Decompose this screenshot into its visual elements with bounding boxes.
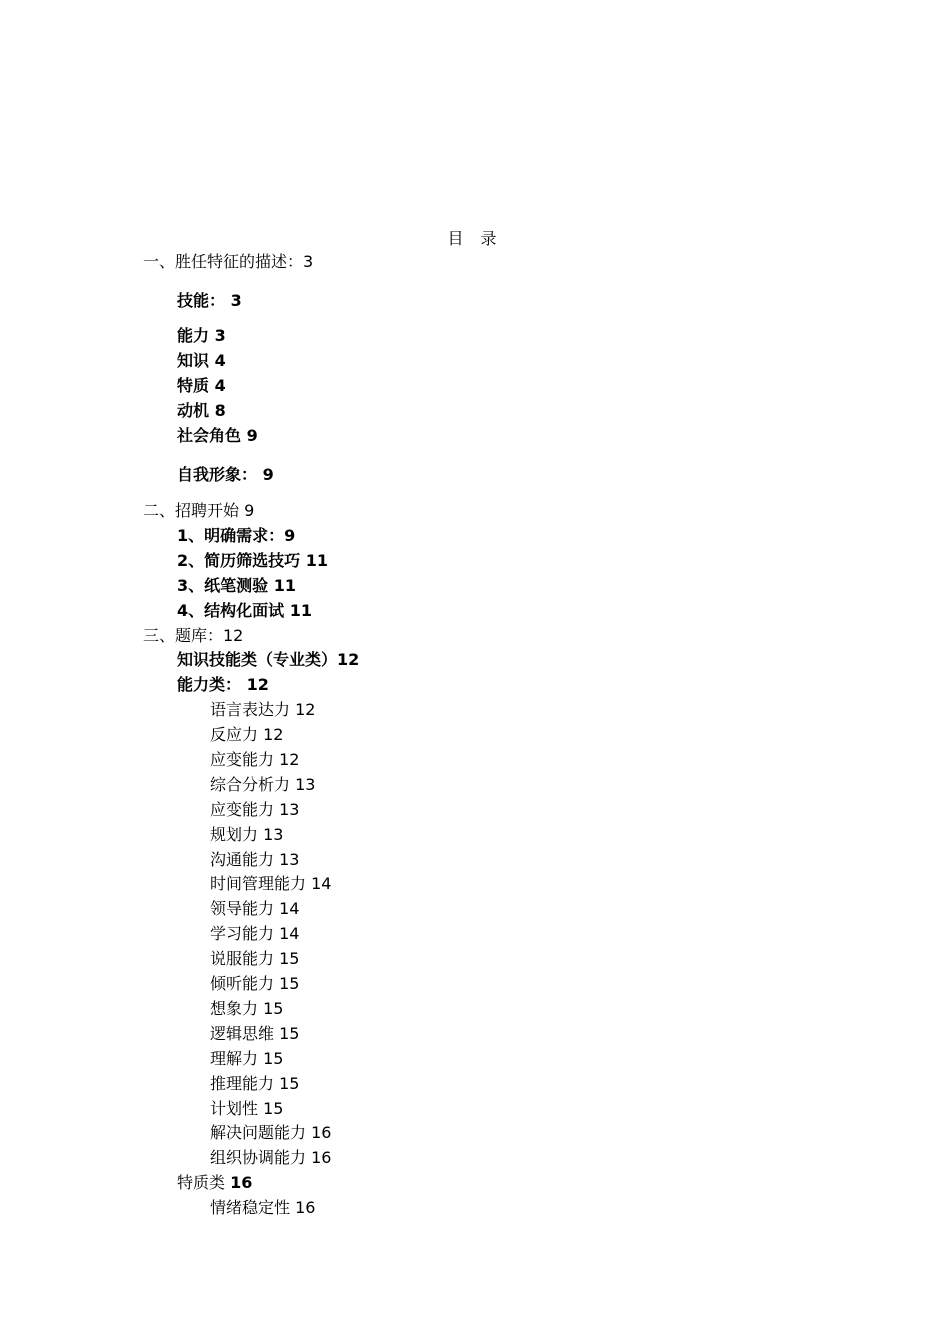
toc-entry[interactable]: 社会角色 9 xyxy=(177,426,258,445)
toc-entry[interactable]: 能力类： 12 xyxy=(177,675,269,694)
toc-entry[interactable]: 技能： 3 xyxy=(177,291,242,310)
toc-entry[interactable]: 解决问题能力 16 xyxy=(210,1123,332,1142)
toc-entry[interactable]: 理解力 15 xyxy=(210,1049,284,1068)
toc-entry[interactable]: 自我形象： 9 xyxy=(177,465,274,484)
toc-entry[interactable]: 能力 3 xyxy=(177,326,226,345)
toc-entry[interactable]: 4、结构化面试 11 xyxy=(177,601,312,620)
toc-entry[interactable]: 计划性 15 xyxy=(210,1099,284,1118)
toc-entry[interactable]: 组织协调能力 16 xyxy=(210,1148,332,1167)
toc-entry[interactable]: 倾听能力 15 xyxy=(210,974,300,993)
toc-entry[interactable]: 沟通能力 13 xyxy=(210,850,300,869)
toc-entry[interactable]: 1、明确需求：9 xyxy=(177,526,296,545)
toc-entry[interactable]: 一、胜任特征的描述：3 xyxy=(143,252,314,271)
toc-entry[interactable]: 说服能力 15 xyxy=(210,949,300,968)
toc-entry[interactable]: 想象力 15 xyxy=(210,999,284,1018)
toc-entry-page: 16 xyxy=(230,1173,253,1192)
toc-entry[interactable]: 特质 4 xyxy=(177,376,226,395)
toc-entry[interactable]: 应变能力 12 xyxy=(210,750,300,769)
toc-entry[interactable]: 综合分析力 13 xyxy=(210,775,316,794)
toc-entry[interactable]: 推理能力 15 xyxy=(210,1074,300,1093)
toc-entry[interactable]: 学习能力 14 xyxy=(210,924,300,943)
toc-entry[interactable] xyxy=(177,1172,252,1194)
toc-entry[interactable]: 三、题库：12 xyxy=(143,626,244,645)
toc-entry[interactable]: 动机 8 xyxy=(177,401,226,420)
toc-entry[interactable]: 时间管理能力 14 xyxy=(210,874,332,893)
toc-entry[interactable]: 知识 4 xyxy=(177,351,226,370)
toc-entry[interactable]: 领导能力 14 xyxy=(210,899,300,918)
toc-entry[interactable]: 反应力 12 xyxy=(210,725,284,744)
toc-entry[interactable]: 逻辑思维 15 xyxy=(210,1024,300,1043)
toc-entry[interactable]: 知识技能类（专业类）12 xyxy=(177,650,360,669)
toc-entry[interactable]: 规划力 13 xyxy=(210,825,284,844)
toc-entry[interactable]: 二、招聘开始 9 xyxy=(143,501,255,520)
toc-entry[interactable]: 3、纸笔测验 11 xyxy=(177,576,296,595)
toc-entry[interactable]: 语言表达力 12 xyxy=(210,700,316,719)
toc-entry[interactable]: 应变能力 13 xyxy=(210,800,300,819)
toc-entry[interactable]: 情绪稳定性 16 xyxy=(210,1198,316,1217)
toc-title: 目 录 xyxy=(447,229,503,248)
toc-entry-label: 特质类 xyxy=(177,1173,226,1192)
toc-entry[interactable]: 2、简历筛选技巧 11 xyxy=(177,551,328,570)
